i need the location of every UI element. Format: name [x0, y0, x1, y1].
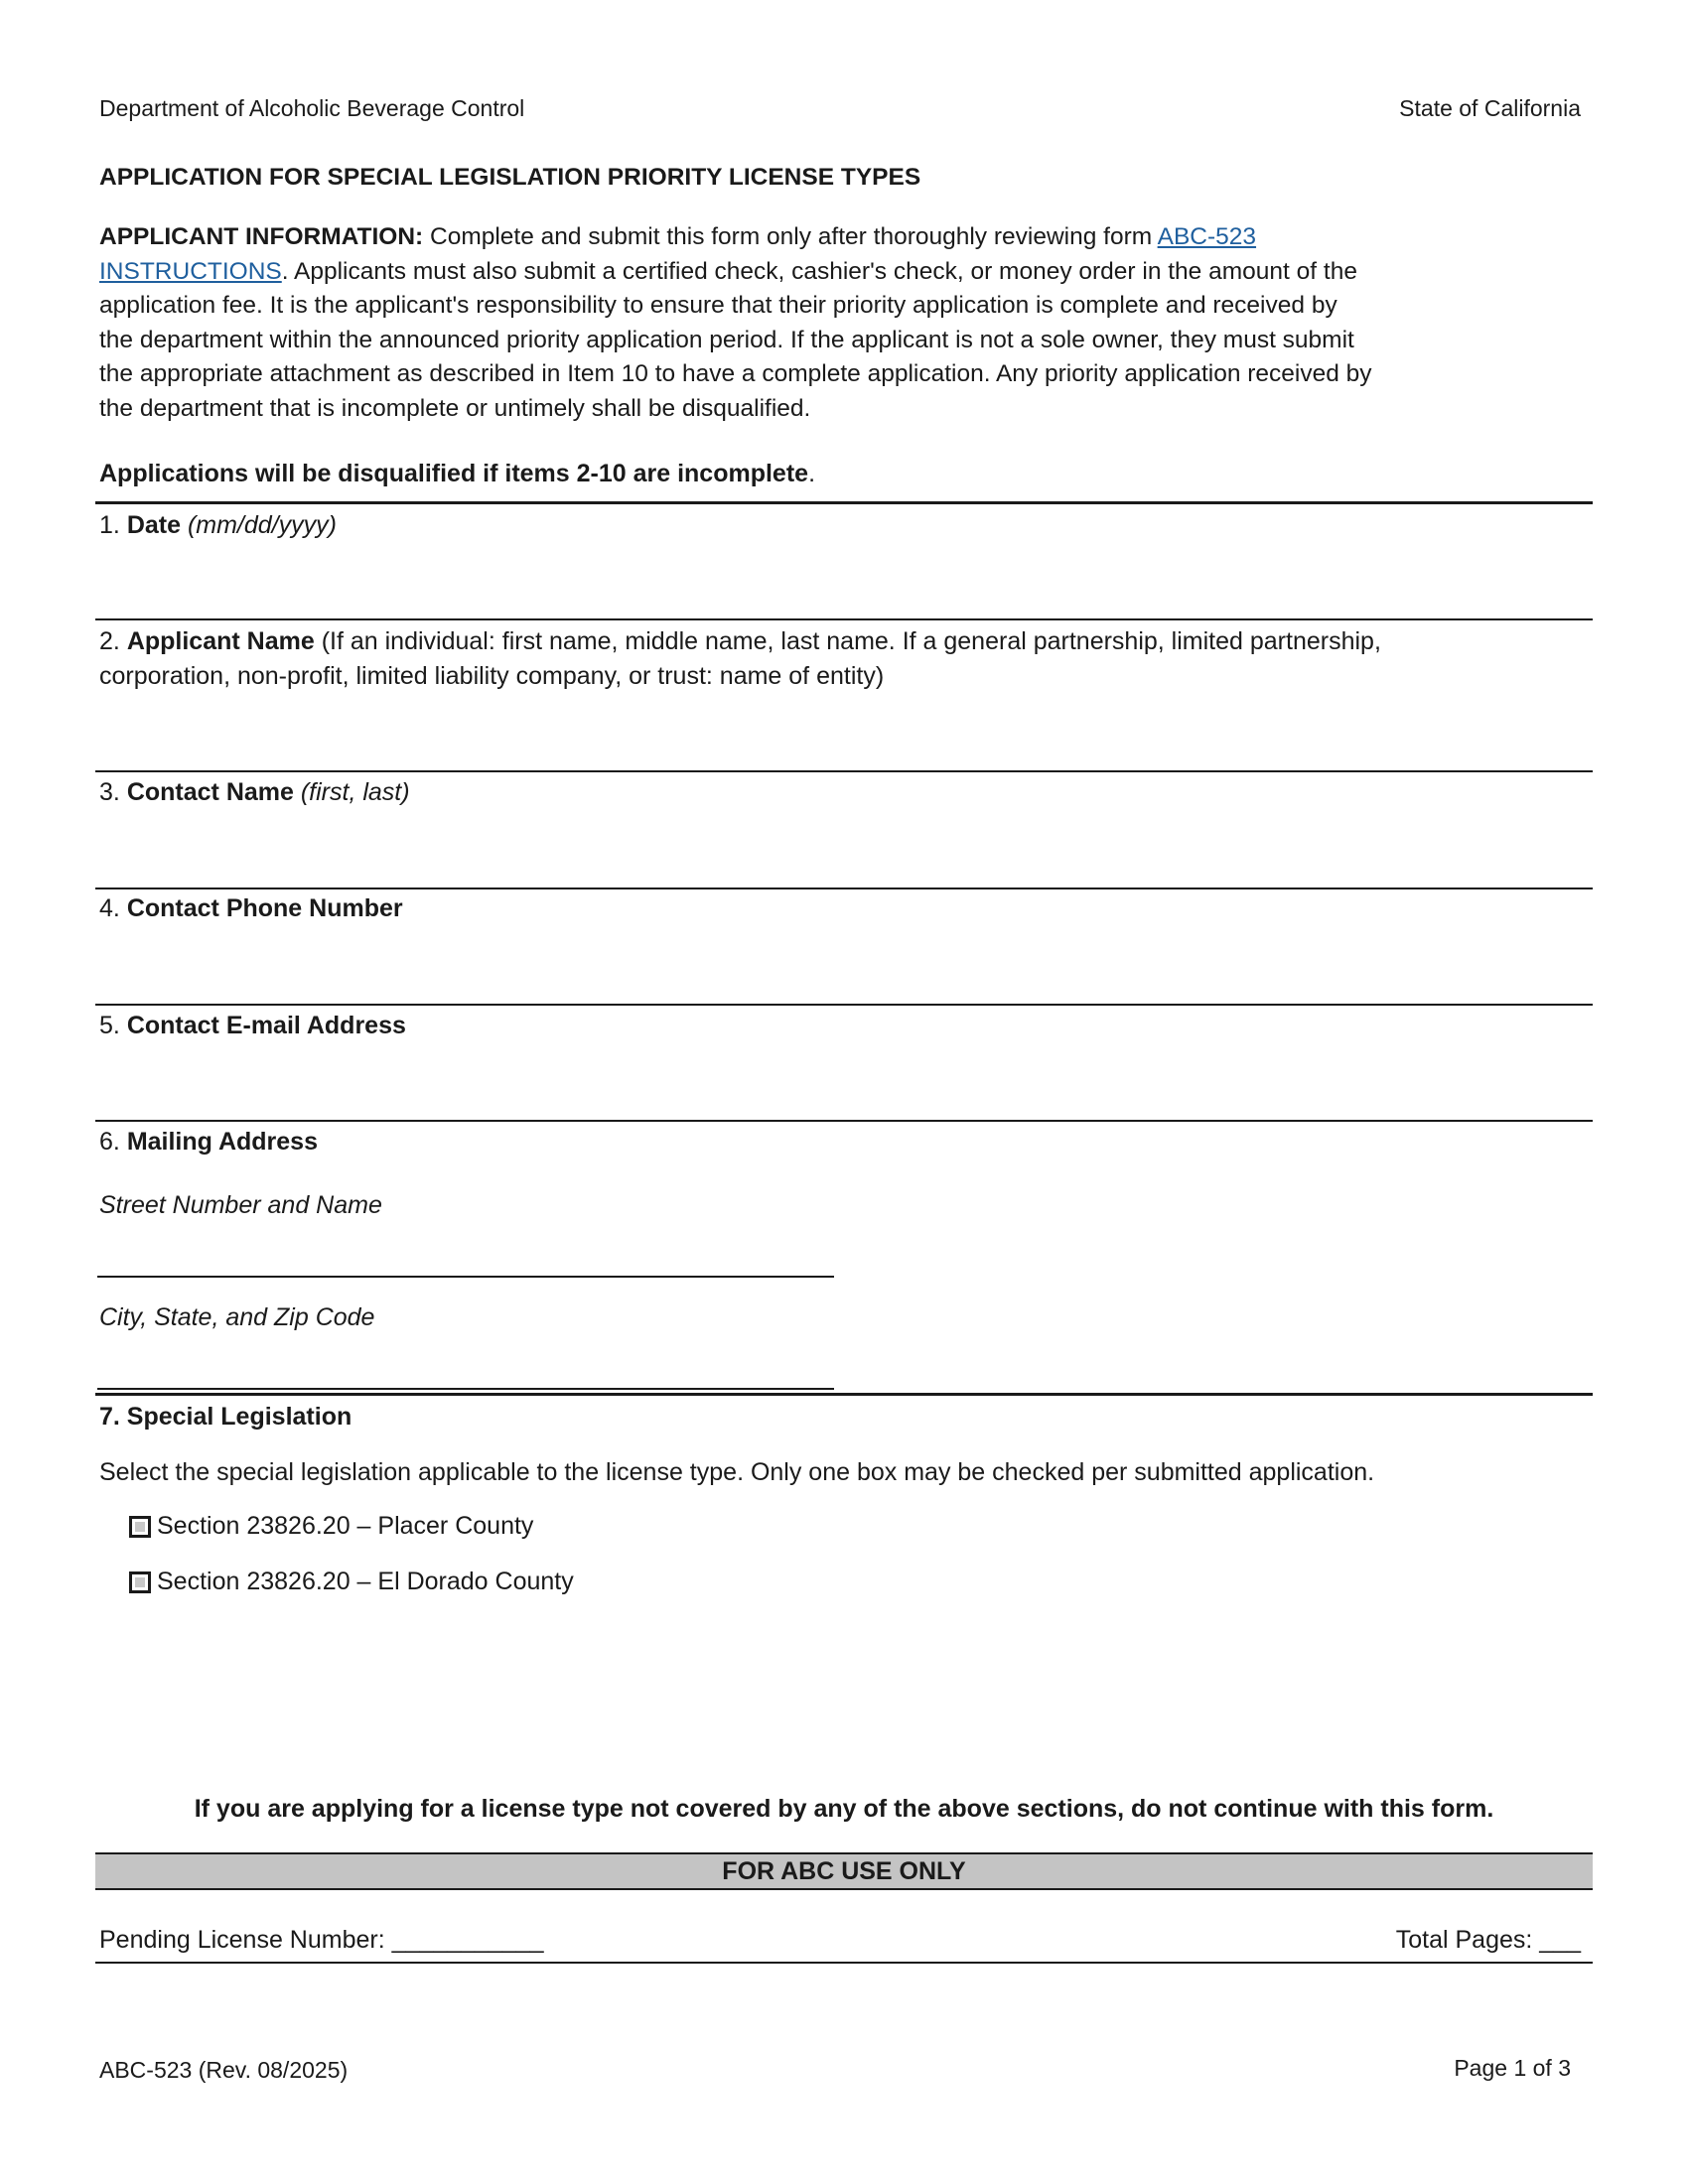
- field-contact-name-label: [99, 775, 410, 810]
- field-number: 5.: [99, 1012, 120, 1039]
- special-legislation-heading: 7. Special Legislation: [99, 1403, 352, 1431]
- divider: [95, 1962, 1593, 1964]
- field-label: Date: [126, 511, 181, 539]
- contact-name-input[interactable]: [95, 811, 1593, 887]
- license-type-notice: If you are applying for a license type not covered by any of the above sections, do not continue with this form.: [194, 1795, 1494, 1823]
- street-input[interactable]: [97, 1231, 834, 1275]
- instructions-link-part1[interactable]: ABC-523: [1157, 223, 1257, 250]
- divider: [95, 887, 1593, 889]
- applicant-name-line-1: [99, 624, 1381, 659]
- option-label: Section 23826.20 – El Dorado County: [157, 1568, 574, 1595]
- field-hint: (first, last): [300, 778, 410, 806]
- field-label: Contact E-mail Address: [126, 1012, 406, 1039]
- field-mailing-address-label: [99, 1125, 318, 1160]
- field-number: 3.: [99, 778, 120, 806]
- applicant-name-line-2: corporation, non-profit, limited liability company, or trust: name of entity): [99, 661, 885, 690]
- pending-license-number: Pending License Number: ___________: [99, 1926, 544, 1954]
- divider: [95, 1393, 1593, 1396]
- option-el-dorado-county[interactable]: [129, 1568, 574, 1596]
- field-number: 1.: [99, 511, 120, 539]
- total-pages: Total Pages: ___: [1395, 1926, 1581, 1954]
- disqualification-rule: [99, 460, 815, 488]
- option-placer-county[interactable]: [129, 1512, 533, 1541]
- intro-line-4: the department within the announced priority application period. If the applicant is not a sole owner, they must submit: [99, 326, 1354, 353]
- divider: [95, 1004, 1593, 1006]
- applicant-name-input[interactable]: [95, 695, 1593, 769]
- special-legislation-instruction: Select the special legislation applicable to the license type. Only one box may be checked per submitted application.: [99, 1458, 1375, 1486]
- applicant-information-paragraph: [99, 220, 1589, 426]
- field-hint: (mm/dd/yyyy): [187, 511, 337, 539]
- intro-text: . Applicants must also submit a certified check, cashier's check, or money order in the amount of the: [281, 257, 1357, 285]
- divider: [95, 1120, 1593, 1122]
- disqualification-rule-text: Applications will be disqualified if items 2-10 are incomplete: [99, 460, 809, 487]
- checkbox-placer-county[interactable]: [129, 1516, 151, 1538]
- city-state-zip-label: City, State, and Zip Code: [99, 1303, 375, 1331]
- divider: [95, 501, 1593, 504]
- field-contact-email-label: [99, 1009, 406, 1043]
- field-hint: (If an individual: first name, middle name, last name. If a general partnership, limited partnership,: [321, 627, 1381, 655]
- intro-line-5: the appropriate attachment as described in Item 10 to have a complete application. Any priority application received by: [99, 360, 1372, 387]
- field-label: Contact Name: [126, 778, 294, 806]
- intro-line-1: [99, 220, 1589, 255]
- field-number: 2.: [99, 627, 120, 655]
- abc-use-only-header: FOR ABC USE ONLY: [95, 1852, 1593, 1890]
- option-label: Section 23826.20 – Placer County: [157, 1512, 534, 1540]
- field-label: Applicant Name: [126, 627, 315, 655]
- field-label: Mailing Address: [126, 1128, 318, 1156]
- field-number: 4.: [99, 894, 120, 922]
- field-label: Contact Phone Number: [126, 894, 403, 922]
- field-applicant-name-label: [99, 624, 1381, 693]
- contact-phone-input[interactable]: [95, 927, 1593, 1003]
- intro-line-2: [99, 255, 1589, 290]
- field-date-label: [99, 508, 337, 543]
- form-title: APPLICATION FOR SPECIAL LEGISLATION PRIORITY LICENSE TYPES: [99, 164, 921, 191]
- street-underline: [97, 1276, 834, 1278]
- divider: [95, 770, 1593, 772]
- department-name: Department of Alcoholic Beverage Control: [99, 95, 525, 121]
- field-contact-phone-label: [99, 891, 403, 926]
- state-name: State of California: [1399, 95, 1581, 121]
- intro-line-6: the department that is incomplete or untimely shall be disqualified.: [99, 394, 811, 422]
- page-number: Page 1 of 3: [1454, 2055, 1571, 2081]
- city-state-zip-input[interactable]: [97, 1343, 834, 1387]
- contact-email-input[interactable]: [95, 1044, 1593, 1120]
- intro-line-3: application fee. It is the applicant's responsibility to ensure that their priority application is complete and received by: [99, 292, 1337, 319]
- city-state-zip-underline: [97, 1388, 834, 1390]
- instructions-link-part2[interactable]: INSTRUCTIONS: [99, 257, 282, 285]
- disqualification-rule-period: .: [808, 460, 816, 487]
- date-input[interactable]: [95, 544, 1593, 618]
- field-number: 6.: [99, 1128, 120, 1156]
- checkbox-el-dorado-county[interactable]: [129, 1571, 151, 1593]
- divider: [95, 618, 1593, 620]
- intro-text: Complete and submit this form only after thoroughly reviewing form: [430, 223, 1153, 250]
- intro-label: APPLICANT INFORMATION:: [99, 223, 424, 250]
- street-label: Street Number and Name: [99, 1191, 382, 1219]
- form-revision: ABC-523 (Rev. 08/2025): [99, 2057, 349, 2083]
